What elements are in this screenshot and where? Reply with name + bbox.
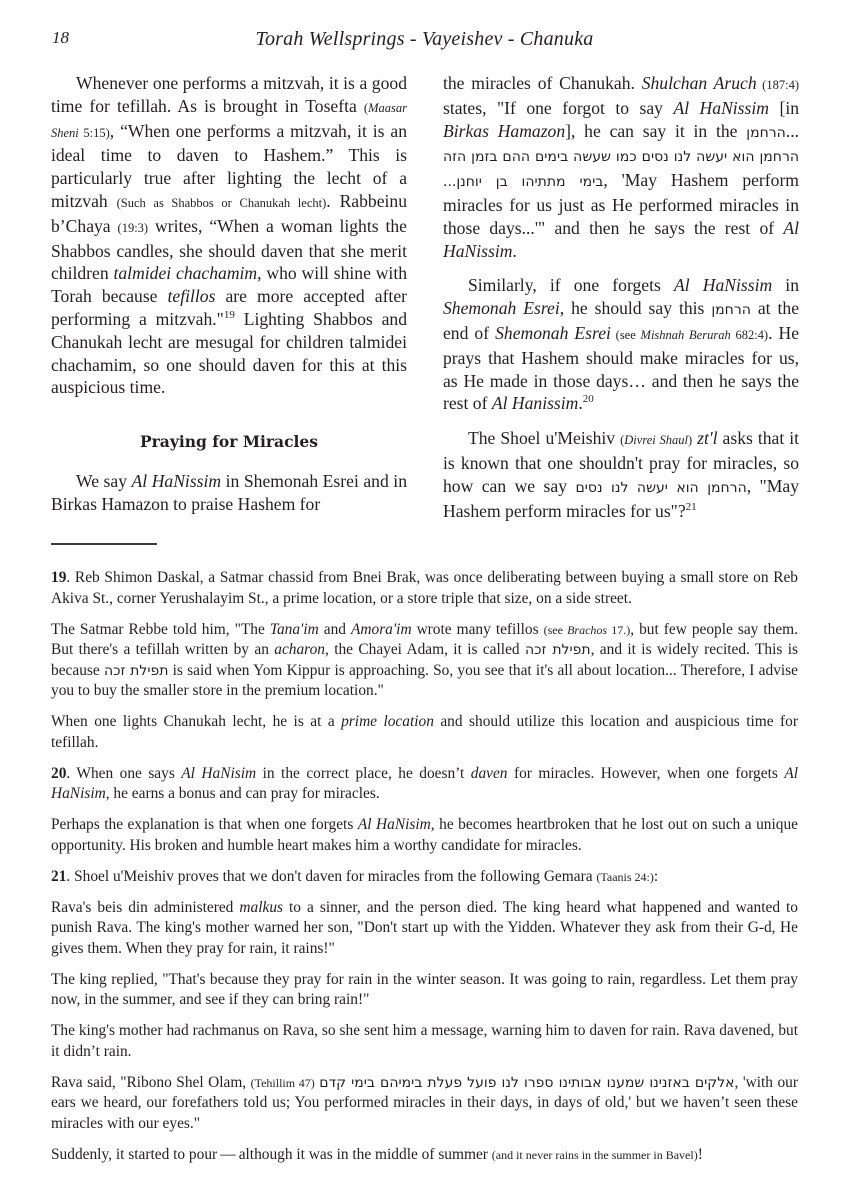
citation: (Tehillim 47): [250, 1075, 315, 1090]
footnote-20: 20. When one says Al HaNisim in the correct place, he doesn’t daven for miracles. However, when one forgets Al HaNisim, he earns a bonus and can pray for miracles.: [51, 764, 798, 802]
citation: (187:4): [756, 78, 799, 92]
citation: (Taanis 24:): [596, 869, 654, 884]
body-paragraph: Similarly, if one forgets Al HaNissim in Shemonah Esrei, he should say this הרחמן at the end of Shemonah Esrei (see Mishnah Berurah 682:4). He prays that Hashem should make miracles for us, as He made in those days… and then he says the rest of Al Hanissim.$^{20}$: [443, 275, 800, 414]
footnote-number: 21: [51, 867, 67, 885]
hebrew-text: הרחמן הוא יעשה לנו נסים: [575, 479, 747, 496]
footnote-paragraph: Rava said, "Ribono Shel Olam, (Tehillim 47) אלקים באזנינו שמענו אבותינו ספרו לנו פועל פעלת בימיהם בימי קדם, 'with our ears we heard, our forefathers told us; You performed miracles in their days, in days of old,' but we haven’t seen these miracles with our eyes.": [51, 1073, 798, 1132]
citation: (19:3): [117, 220, 149, 235]
body-paragraph: the miracles of Chanukah. Shulchan Aruch (187:4) states, "If one forgot to say Al HaNissim [in Birkas Hamazon], he can say it in the הרחמן... הרחמן הוא יעשה לנו נסים כמו שעשה בימים ההם בזמן הזה בימי מתתיהו בן יוחנן..., 'May Hashem perform miracles for us just as He performed miracles in those days...'" and then he says the rest of Al HaNissim.: [443, 73, 800, 261]
hebrew-text: תפילת זכה: [524, 642, 591, 658]
footnote-21: 21. Shoel u'Meishiv proves that we don't daven for miracles from the following Gemara (Taanis 24:):: [51, 867, 659, 885]
footnote-paragraph: When one lights Chanukah lecht, he is at a prime location and should utilize this location and auspicious time for tefillah.: [51, 713, 798, 751]
body-paragraph: Whenever one performs a mitzvah, it is a good time for tefillah. As is brought in Tosefta (Maasar Sheni 5:15), “When one performs a mitzvah, it is an ideal time to daven to Hashem.” This is particularly true after lighting the lecht of a mitzvah (Such as Shabbos or Chanukah lecht). Rabbeinu b’Chaya (19:3) writes, “When a woman lights the Shabbos candles, she should daven that she merit children talmidei chachamim, who will shine with Torah because tefillos are more accepted after performing a mitzvah."$^{19}$ Lighting Shabbos and Chanukah lecht are mesugal for children talmidei chachamim, so one should daven for this at this auspicious time.: [51, 73, 408, 398]
citation: (Divrei Shaul): [620, 433, 693, 448]
hebrew-text: תפילת זכה: [103, 662, 169, 679]
citation: (see Mishnah Berurah 682:4): [610, 327, 769, 342]
right-column: [443, 72, 799, 534]
citation: (Maasar Sheni 5:15): [51, 100, 407, 140]
body-paragraph: We say Al HaNissim in Shemonah Esrei and in Birkas Hamazon to praise Hashem for: [51, 470, 407, 514]
footnote-ref-20[interactable]: 20: [582, 393, 594, 406]
footnote-divider: [51, 543, 157, 545]
footnote-paragraph: Suddenly, it started to pour — although it was in the middle of summer (and it never rains in the summer in Bavel)!: [51, 1145, 703, 1163]
hebrew-text: הרחמן: [746, 124, 786, 141]
page-number: 18: [52, 28, 69, 47]
running-title: Torah Wellsprings - Vayeishev - Chanuka: [255, 28, 594, 50]
hebrew-text: הרחמן הוא יעשה לנו נסים כמו שעשה בימים ההם בזמן הזה בימי מתתיהו בן יוחנן...: [443, 149, 799, 191]
footnote-paragraph: The Satmar Rebbe told him, "The Tana'im and Amora'im wrote many tefillos (see Brachos 17.), but few people say them. But there's a tefillah written by an acharon, the Chayei Adam, it is called תפילת זכה, and it is widely recited. This is because תפילת זכה is said when Yom Kippur is approaching. So, you see that it's all about location... Therefore, I advise you to buy the smaller store in the premium location.": [51, 620, 798, 699]
parenthetical: (and it never rains in the summer in Bavel): [491, 1147, 698, 1162]
citation: (see Brachos 17.): [543, 622, 631, 637]
footnote-ref-21[interactable]: 21: [685, 500, 697, 513]
footnotes: [51, 568, 798, 1176]
footnote-number: 19: [51, 569, 67, 586]
hebrew-text: אלקים באזנינו שמענו אבותינו ספרו לנו פועל פעלת בימיהם בימי קדם: [319, 1074, 735, 1091]
footnote-ref-19[interactable]: 19: [223, 309, 235, 322]
footnote-paragraph: Perhaps the explanation is that when one forgets Al HaNisim, he becomes heartbroken that he lost out on such a unique opportunity. His broken and humble heart makes him a worthy candidate for miracles.: [51, 816, 798, 854]
body-paragraph: The Shoel u'Meishiv (Divrei Shaul) zt'l asks that it is known that one shouldn't pray for miracles, so how can we say הרחמן הוא יעשה לנו נסים, "May Hashem perform miracles for us"?$^{21}$: [443, 428, 800, 521]
page-header: [52, 28, 797, 52]
footnote-paragraph: The king's mother had rachmanus on Rava, so she sent him a message, warning him to daven for rain. Rava davened, but it didn’t rain.: [51, 1022, 798, 1060]
footnote-19: 19. Reb Shimon Daskal, a Satmar chassid from Bnei Brak, was once deliberating between buying a small store on Reb Akiva St., corner Yerushalayim St., a prime location, or a store triple that size, on a side street.: [51, 569, 798, 607]
citation: (Such as Shabbos or Chanukah lecht): [116, 195, 327, 210]
footnote-number: 20: [51, 764, 67, 782]
footnote-paragraph: The king replied, "That's because they pray for rain in the winter season. It was going to rain, regardless. Let them pray now, in the summer, and see if they can bring rain!": [51, 970, 798, 1008]
footnote-paragraph: Rava's beis din administered malkus to a sinner, and the person died. The king heard what happened and wanted to punish Rava. The king's mother warned her son, "Don't start up with the Yidden. Whatever they ask from their G-d, He gives them. When they pray for rain, it rains!": [51, 898, 798, 957]
left-column: [51, 72, 407, 528]
hebrew-text: הרחמן: [711, 302, 751, 319]
section-heading: Praying for Miracles: [139, 432, 318, 452]
